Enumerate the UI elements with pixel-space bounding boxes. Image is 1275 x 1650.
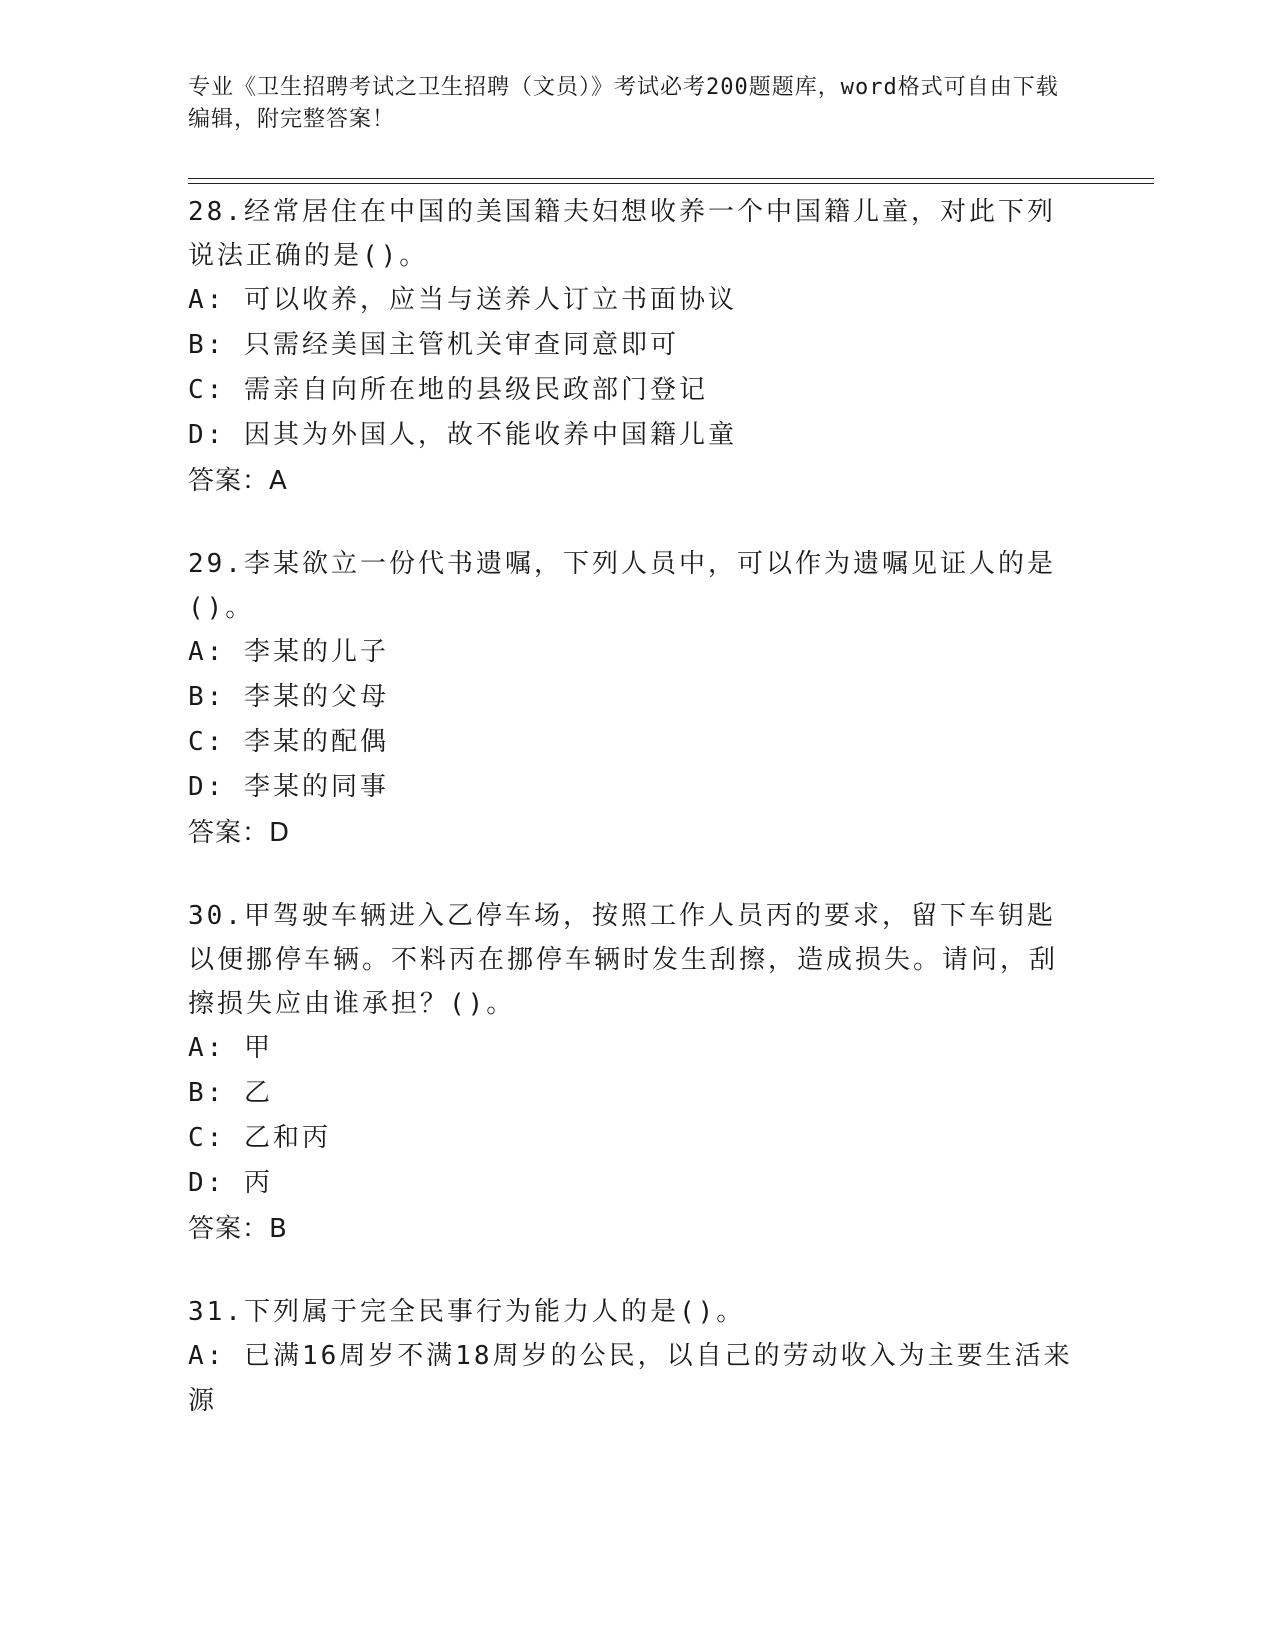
- option-c: C: 李某的配偶: [188, 727, 389, 757]
- option-b: B: 乙: [188, 1078, 273, 1108]
- question-stem: 31.下列属于完全民事行为能力人的是()。: [188, 1297, 746, 1327]
- answer-label: 答案：A: [188, 466, 288, 496]
- option-c: C: 乙和丙: [188, 1123, 331, 1153]
- question-30: [188, 894, 1078, 1252]
- option-b: B: 李某的父母: [188, 682, 389, 712]
- option-a: A: 已满16周岁不满18周岁的公民，以自己的劳动收入为主要生活来源: [188, 1341, 1073, 1416]
- header-rule-bottom: [188, 183, 1154, 184]
- option-a: A: 李某的儿子: [188, 637, 389, 667]
- option-d: D: 因其为外国人，故不能收养中国籍儿童: [188, 420, 737, 450]
- question-29: [188, 542, 1078, 856]
- question-stem: 29.李某欲立一份代书遗嘱，下列人员中，可以作为遗嘱见证人的是()。: [188, 549, 1056, 623]
- answer-label: 答案：D: [188, 818, 291, 848]
- option-d: D: 丙: [188, 1168, 273, 1198]
- option-a: A: 甲: [188, 1033, 273, 1063]
- answer-label: 答案：B: [188, 1214, 288, 1244]
- option-a: A: 可以收养，应当与送养人订立书面协议: [188, 285, 737, 315]
- question-stem: 28.经常居住在中国的美国籍夫妇想收养一个中国籍儿童，对此下列说法正确的是()。: [188, 197, 1056, 271]
- question-31: [188, 1290, 1078, 1424]
- document-header: 专业《卫生招聘考试之卫生招聘（文员）》考试必考200题题库，word格式可自由下载编辑，附完整答案！: [188, 75, 1059, 132]
- question-list: [188, 190, 1078, 1462]
- header-rule-top: [188, 178, 1154, 179]
- option-b: B: 只需经美国主管机关审查同意即可: [188, 330, 679, 360]
- option-d: D: 李某的同事: [188, 772, 389, 802]
- question-stem: 30.甲驾驶车辆进入乙停车场，按照工作人员丙的要求，留下车钥匙以便挪停车辆。不料丙在挪停车辆时发生刮擦，造成损失。请问，刮擦损失应由谁承担？()。: [188, 901, 1059, 1019]
- option-c: C: 需亲自向所在地的县级民政部门登记: [188, 375, 708, 405]
- question-28: [188, 190, 1078, 504]
